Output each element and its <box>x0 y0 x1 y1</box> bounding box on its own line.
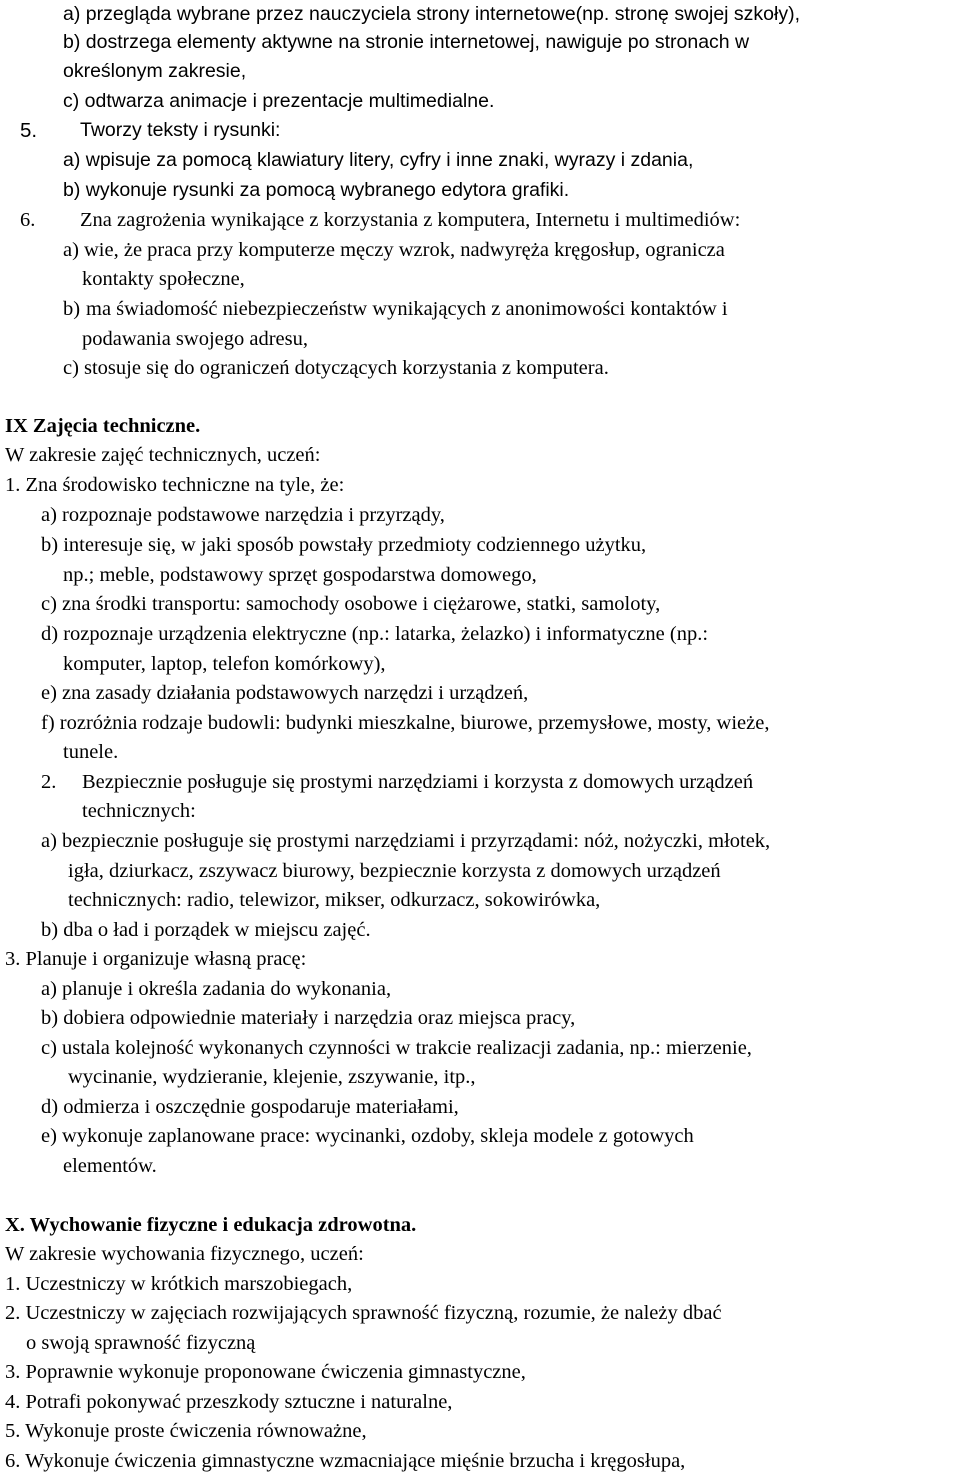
section-9-point-3-b: b) dobiera odpowiednie materiały i narzędzia oraz miejsca pracy, <box>41 1007 576 1029</box>
item-8-4-b: b) dostrzega elementy aktywne na stronie internetowej, nawiguje po stronach w <box>63 31 750 53</box>
item-8-6-b-label: b) <box>63 298 81 320</box>
item-8-6-b-cont: podawania swojego adresu, <box>82 328 309 350</box>
section-10-intro: W zakresie wychowania fizycznego, uczeń: <box>5 1243 364 1265</box>
section-9-point-3-a: a) planuje i określa zadania do wykonania, <box>41 978 392 1000</box>
item-8-4-a: a) przegląda wybrane przez nauczyciela strony internetowe(np. stronę swojej szkoły), <box>63 3 801 25</box>
item-8-4-c: c) odtwarza animacje i prezentacje multimedialne. <box>63 90 495 112</box>
section-9-point-1-f: f) rozróżnia rodzaje budowli: budynki mieszkalne, biurowe, przemysłowe, mosty, wieże, <box>41 712 770 734</box>
section-9-point-2-a: a) bezpiecznie posługuje się prostymi narzędziami i przyrządami: nóż, nożyczki, młotek, <box>41 830 771 852</box>
item-8-5-b: b) wykonuje rysunki za pomocą wybranego edytora grafiki. <box>63 179 570 201</box>
section-9-point-1-e: e) zna zasady działania podstawowych narzędzi i urządzeń, <box>41 682 529 704</box>
section-10-item-1: 1. Uczestniczy w krótkich marszobiegach, <box>5 1273 353 1295</box>
section-9-point-1-d: d) rozpoznaje urządzenia elektryczne (np.: latarka, żelazko) i informatyczne (np.: <box>41 623 709 645</box>
section-9-point-1: 1. Zna środowisko techniczne na tyle, że: <box>5 474 345 496</box>
section-10-item-2-cont: o swoją sprawność fizyczną <box>26 1332 256 1354</box>
item-8-6-a-cont: kontakty społeczne, <box>82 268 245 290</box>
section-9-point-1-b: b) interesuje się, w jaki sposób powstały przedmioty codziennego użytku, <box>41 534 647 556</box>
section-10-item-3: 3. Poprawnie wykonuje proponowane ćwiczenia gimnastyczne, <box>5 1361 526 1383</box>
section-9-point-2-b: b) dba o ład i porządek w miejscu zajęć. <box>41 919 371 941</box>
item-8-6-c: stosuje się do ograniczeń dotyczących korzystania z komputera. <box>84 357 609 379</box>
item-8-6-number: 6. <box>20 209 36 231</box>
item-8-6-title: Zna zagrożenia wynikające z korzystania z komputera, Internetu i multimediów: <box>80 209 741 231</box>
section-9-point-2-a-cont2: technicznych: radio, telewizor, mikser, odkurzacz, sokowirówka, <box>68 889 601 911</box>
item-8-5-title: Tworzy teksty i rysunki: <box>80 119 281 141</box>
section-9-point-3-c-cont: wycinanie, wydzieranie, klejenie, zszywanie, itp., <box>68 1066 476 1088</box>
section-10-item-5: 5. Wykonuje proste ćwiczenia równoważne, <box>5 1420 367 1442</box>
section-9-point-3: 3. Planuje i organizuje własną pracę: <box>5 948 307 970</box>
section-9-point-1-c: c) zna środki transportu: samochody osobowe i ciężarowe, statki, samoloty, <box>41 593 661 615</box>
section-10-item-6: 6. Wykonuje ćwiczenia gimnastyczne wzmacniające mięśnie brzucha i kręgosłupa, <box>5 1450 686 1472</box>
item-8-6-b: ma świadomość niebezpieczeństw wynikających z anonimowości kontaktów i <box>86 298 728 320</box>
section-9-point-2-a-cont1: igła, dziurkacz, zszywacz biurowy, bezpiecznie korzysta z domowych urządzeń <box>68 860 721 882</box>
item-8-5-number: 5. <box>20 119 38 142</box>
item-8-5-a: a) wpisuje za pomocą klawiatury litery, cyfry i inne znaki, wyrazy i zdania, <box>63 149 694 171</box>
section-9-point-1-b-cont: np.; meble, podstawowy sprzęt gospodarstwa domowego, <box>63 564 537 586</box>
section-10-heading: X. Wychowanie fizyczne i edukacja zdrowotna. <box>5 1214 417 1236</box>
section-9-point-1-a: a) rozpoznaje podstawowe narzędzia i przyrządy, <box>41 504 445 526</box>
section-9-point-2-title-cont: technicznych: <box>82 800 196 822</box>
section-9-point-3-d: d) odmierza i oszczędnie gospodaruje materiałami, <box>41 1096 459 1118</box>
section-9-point-3-e-cont: elementów. <box>63 1155 157 1177</box>
section-10-item-2: 2. Uczestniczy w zajęciach rozwijających sprawność fizyczną, rozumie, że należy dbać <box>5 1302 722 1324</box>
item-8-6-a: wie, że praca przy komputerze męczy wzrok, nadwyręża kręgosłup, ogranicza <box>84 239 725 261</box>
section-9-point-2-title: Bezpiecznie posługuje się prostymi narzędziami i korzysta z domowych urządzeń <box>82 771 754 793</box>
section-9-point-1-d-cont: komputer, laptop, telefon komórkowy), <box>63 653 386 675</box>
section-9-point-3-e: e) wykonuje zaplanowane prace: wycinanki, ozdoby, skleja modele z gotowych <box>41 1125 694 1147</box>
section-9-heading: IX Zajęcia techniczne. <box>5 415 201 437</box>
section-9-intro: W zakresie zajęć technicznych, uczeń: <box>5 444 321 466</box>
section-9-point-1-f-cont: tunele. <box>63 741 119 763</box>
item-8-6-a-label: a) <box>63 239 79 261</box>
section-9-point-3-c: c) ustala kolejność wykonanych czynności w trakcie realizacji zadania, np.: mierzenie, <box>41 1037 752 1059</box>
item-8-4-b-cont: określonym zakresie, <box>63 60 247 82</box>
item-8-6-c-label: c) <box>63 357 79 379</box>
section-10-item-4: 4. Potrafi pokonywać przeszkody sztuczne i naturalne, <box>5 1391 453 1413</box>
section-9-point-2-number: 2. <box>41 771 57 793</box>
